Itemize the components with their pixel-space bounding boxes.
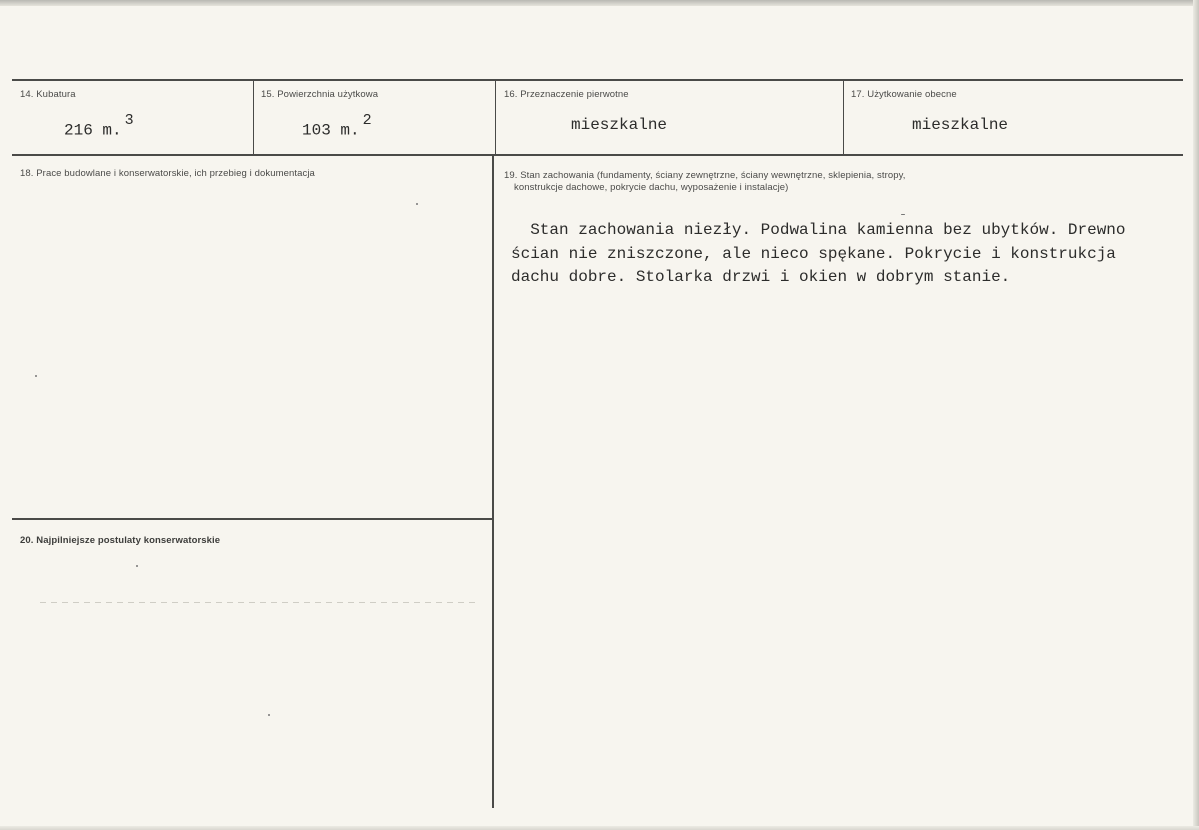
field-17-value: mieszkalne	[912, 116, 1009, 134]
rule-top	[12, 79, 1183, 81]
divider-14-15	[253, 80, 254, 155]
scan-top-edge	[0, 0, 1199, 6]
scan-right-edge	[1193, 0, 1199, 830]
field-14-value	[64, 112, 134, 140]
scan-speck	[268, 714, 270, 716]
scan-speck	[901, 214, 905, 215]
field-15-exponent: 2	[362, 112, 372, 129]
rule-row1-bottom	[12, 154, 1183, 156]
field-18-label: 18. Prace budowlane i konserwatorskie, ich przebieg i dokumentacja	[20, 168, 315, 179]
divider-main-vertical	[492, 155, 494, 808]
field-16-value: mieszkalne	[571, 116, 668, 134]
field-17-label: 17. Użytkowanie obecne	[851, 89, 957, 100]
field-14-exponent: 3	[124, 112, 134, 129]
field-16-label: 16. Przeznaczenie pierwotne	[504, 89, 629, 100]
divider-15-16	[495, 80, 496, 155]
field-20-label: 20. Najpilniejsze postulaty konserwatorskie	[20, 535, 221, 546]
scan-speck	[416, 203, 418, 205]
field-19-line-1: Stan zachowania niezły. Podwalina kamienna bez ubytków. Drewno	[511, 221, 1126, 239]
field-15-value	[302, 112, 372, 140]
field-14-label: 14. Kubatura	[20, 89, 76, 100]
scan-speck	[136, 565, 138, 567]
scan-speck	[35, 375, 37, 377]
scan-artefact-line	[40, 602, 480, 603]
rule-18-20	[12, 518, 493, 520]
field-15-number: 103 m.	[302, 121, 360, 140]
field-19-label-line1: 19. Stan zachowania (fundamenty, ściany zewnętrzne, ściany wewnętrzne, sklepienia, stropy,	[504, 170, 906, 181]
field-19-line-2: ścian nie zniszczone, ale nieco spękane. Pokrycie i konstrukcja	[511, 244, 1116, 263]
scan-bottom-edge	[0, 826, 1199, 830]
field-19-text	[511, 219, 1161, 290]
field-19-line-3: dachu dobre. Stolarka drzwi i okien w dobrym stanie.	[511, 268, 1011, 286]
field-14-number: 216 m.	[64, 121, 122, 140]
field-15-label: 15. Powierzchnia użytkowa	[261, 89, 379, 100]
field-19-label-line2: konstrukcje dachowe, pokrycie dachu, wyposażenie i instalacje)	[514, 182, 789, 193]
divider-16-17	[843, 80, 844, 155]
